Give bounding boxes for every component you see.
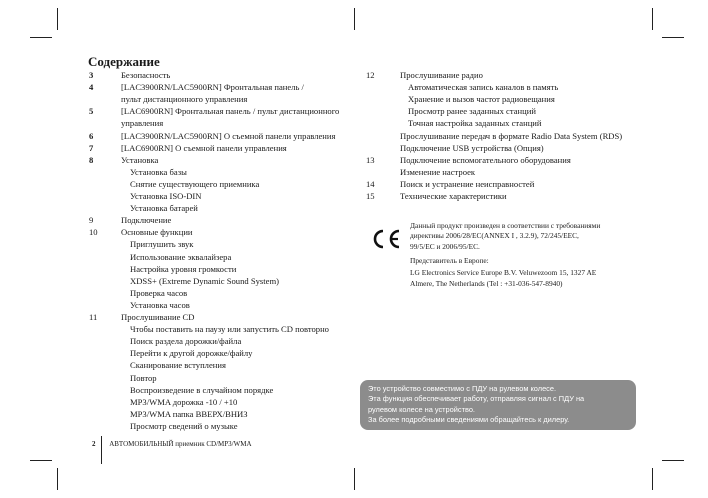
notice-line: Это устройство совместимо с ПДУ на рулевом колесе. [368,384,557,393]
ce-rep-line: Almere, The Netherlands (Tel : +31-036-547-8940) [410,278,563,288]
notice-line: За более подробными сведениями обращайтесь к дилеру. [368,414,570,424]
toc-page-number: 13 [366,154,375,165]
toc-entry-text: Сканирование вступления [130,360,226,371]
toc-entry-text: Технические характеристики [400,191,507,201]
toc-entry-text: Установка часов [130,299,190,310]
toc-entry-text: управления [121,118,164,129]
ce-line: директивы 2006/28/EC(ANNEX I , 3.2.9), 72/245/EEC, [410,231,579,241]
toc-entry-text: MP3/WMA дорожка -10 / +10 [130,396,238,407]
toc-entry-text: Использование эквалайзера [130,251,232,262]
toc-entry-text: Подключение USB устройства (Опция) [400,142,544,153]
toc-page-number: 14 [366,178,375,189]
toc-page-number: 10 [89,227,98,238]
toc-page-number: 9 [89,215,94,226]
toc-entry-text: [LAC3900RN/LAC5900RN] Фронтальная панель / [121,82,304,93]
toc-entry-text: Настройка уровня громкости [130,263,237,274]
ce-statement [410,221,600,252]
crop-mark [652,8,653,30]
crop-mark [57,8,58,30]
page-footer [92,440,252,448]
toc-entry-text: Прослушивание радио [400,70,483,80]
toc-entry-text: Поиск раздела дорожки/файла [130,336,242,347]
notice-line: Эта функция обеспечивает работу, отправляя сигнал с ПДУ на [368,394,585,404]
toc-entry-text: MP3/WMA папка ВВЕРХ/ВНИЗ [130,408,248,419]
ce-line: 99/5/EC и 2006/95/EC. [410,241,480,251]
crop-mark [662,460,684,461]
toc-entry-text: Автоматическая запись каналов в память [408,82,559,93]
toc-entry-text: [LAC3900RN/LAC5900RN] О съемной панели управления [121,130,336,141]
toc-entry-text: Основные функции [121,227,193,238]
crop-mark [662,37,684,38]
steering-remote-notice [360,380,636,430]
toc-entry-text: Воспроизведение в случайном порядке [130,384,274,395]
toc-entry-text: Установка ISO-DIN [130,191,202,201]
page-title: Содержание [88,54,160,69]
toc-entry-text: [LAC6900RN] О съемной панели управления [121,142,287,153]
crop-mark [354,8,355,30]
toc-page-number: 11 [89,312,98,322]
toc-page-number: 8 [89,154,94,165]
toc-entry-text: Приглушить звук [130,239,194,250]
ce-rep-line: LG Electronics Service Europe B.V. Veluwezoom 15, 1327 AE [410,268,597,278]
toc-entry-text: Безопасность [121,70,171,80]
toc-page-number: 12 [366,70,375,80]
toc-entry-text: пульт дистанционного управления [121,94,248,105]
toc-page-number: 15 [366,191,375,201]
ce-representative [410,256,596,289]
toc-entry-text: Установка базы [130,166,187,177]
crop-mark [30,37,52,38]
toc-entry-text: Подключение вспомогательного оборудования [400,154,571,165]
toc-page-number: 3 [89,70,94,80]
toc-entry-text: Установка [121,154,159,165]
toc-entry-text: Просмотр ранее заданных станций [408,106,536,117]
toc-entry-text: Хранение и вызов частот радиовещания [408,94,555,105]
crop-mark [30,460,52,461]
toc-entry-text: Повтор [130,372,157,383]
toc-entry-text: Изменение настроек [400,166,476,177]
footer-text: АВТОМОБИЛЬНЫЙ приемник CD/MP3/WMA [109,440,252,448]
toc-entry-text: Прослушивание CD [121,312,195,322]
toc-page-number: 6 [89,130,94,141]
toc-entry-text: Перейти к другой дорожке/файлу [130,348,253,359]
toc-entry-text: Проверка часов [130,287,188,298]
toc-entry-text: Подключение [121,215,172,226]
toc-entry-text: Установка батарей [130,203,198,214]
toc-entry-text: Поиск и устранение неисправностей [400,178,535,189]
toc-page-number: 4 [89,82,94,93]
toc-entry-text: XDSS+ (Extreme Dynamic Sound System) [130,275,280,286]
toc-entry-text: Прослушивание передач в формате Radio Data System (RDS) [400,130,623,141]
toc-entry-text: Снятие существующего приемника [130,178,260,189]
toc-page-number: 5 [89,106,94,117]
notice-line: рулевом колесе на устройство. [368,404,475,414]
toc-entry-text: Просмотр сведений о музыке [130,420,238,431]
ce-rep-label: Представитель в Европе: [410,256,489,265]
ce-mark-icon [368,228,404,250]
toc-entry-text: [LAC6900RN] Фронтальная панель / пульт дистанционного [121,106,340,117]
crop-mark [57,468,58,490]
toc-entry-text: Точная настройка заданных станций [408,118,542,129]
crop-mark [354,468,355,490]
page-number: 2 [92,440,96,448]
crop-mark [652,468,653,490]
toc-entry-text: Чтобы поставить на паузу или запустить CD повторно [130,324,329,335]
toc-page-number: 7 [89,142,94,153]
ce-line: Данный продукт произведен в соответствии с требованиями [410,221,601,230]
